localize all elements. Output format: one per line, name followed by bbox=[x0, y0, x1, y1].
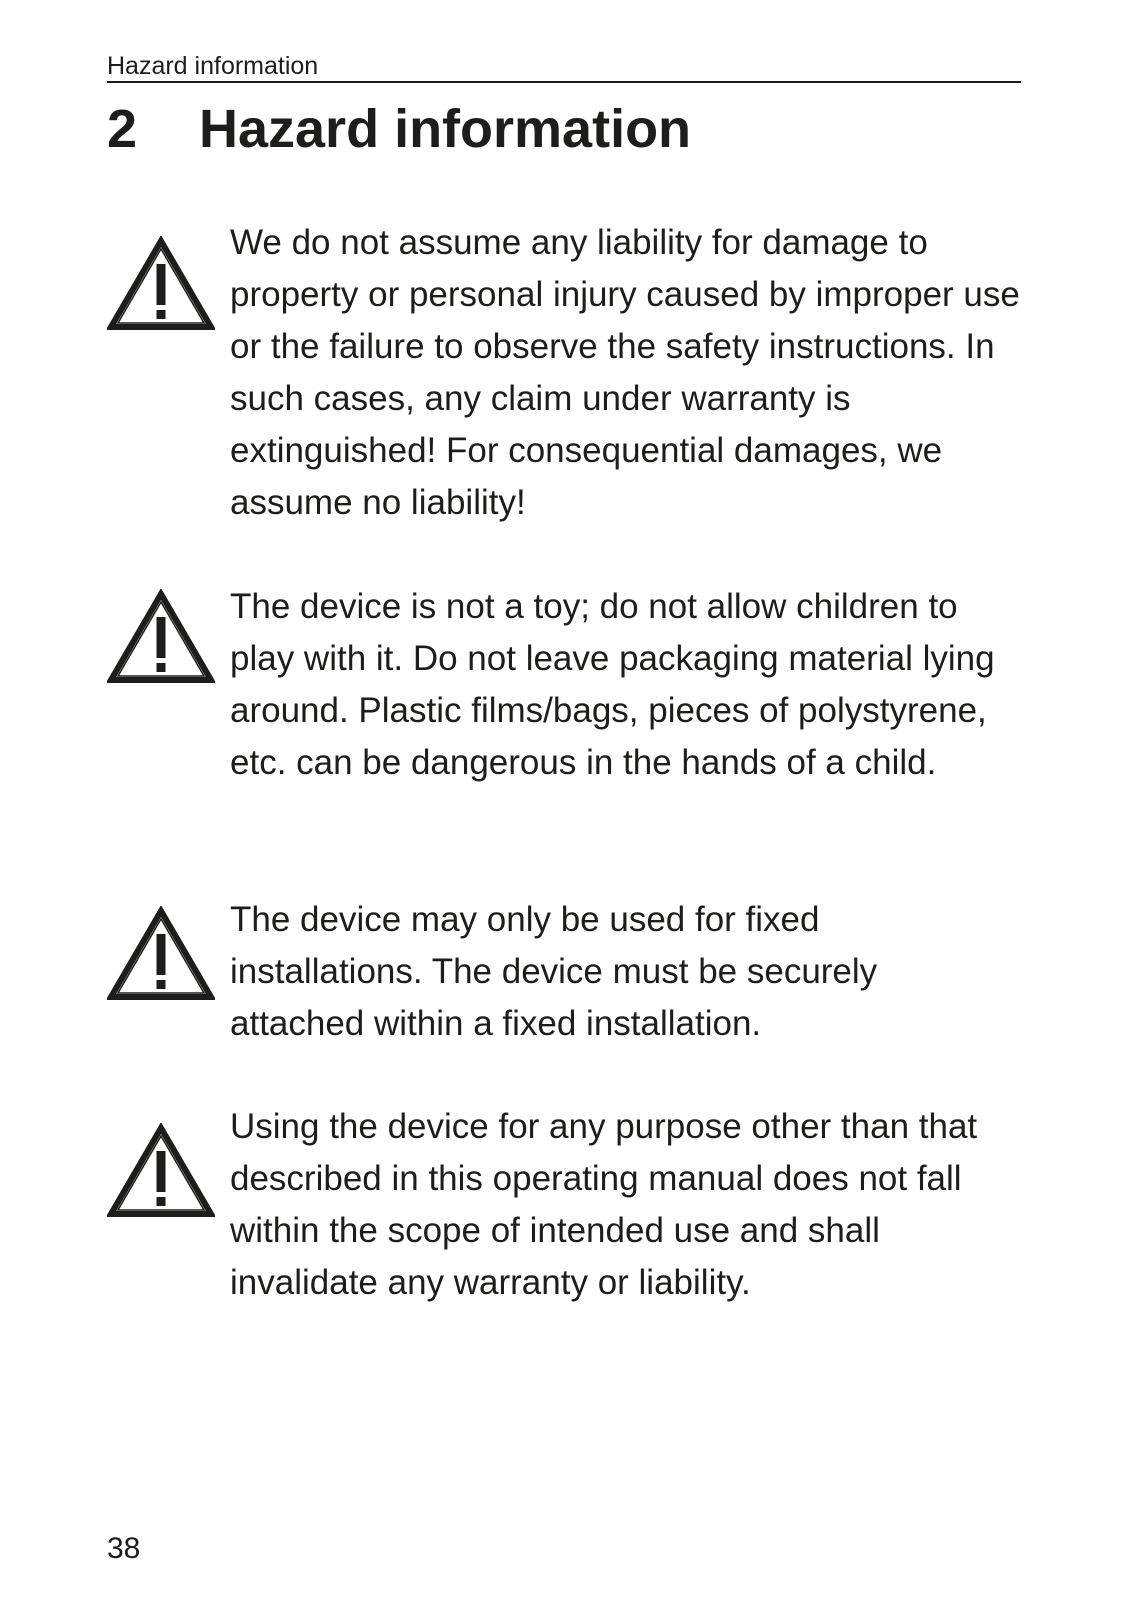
hazard-notice-text: We do not assume any liability for damage to property or personal injury caused by improper use or the failure to observe the safety instructions. In such cases, any claim under warranty is extinguished! For consequential damages, we assume no liability! bbox=[230, 223, 1020, 522]
running-header-title: Hazard information bbox=[107, 52, 319, 80]
warning-triangle-icon bbox=[107, 1123, 215, 1219]
hazard-notice-text: Using the device for any purpose other than that described in this operating manual does not fall within the scope of intended use and shall invalidate any warranty or liability. bbox=[230, 1107, 978, 1302]
hazard-notice-text: The device may only be used for fixed installations. The device must be securely attached within a fixed installation. bbox=[230, 900, 878, 1043]
warning-triangle-icon bbox=[107, 906, 215, 1002]
chapter-number: 2 bbox=[107, 99, 138, 159]
chapter-title bbox=[107, 96, 691, 162]
warning-triangle-icon bbox=[107, 589, 215, 685]
chapter-title-text: Hazard information bbox=[199, 99, 692, 159]
page-number: 38 bbox=[107, 1532, 141, 1565]
running-header bbox=[107, 50, 1021, 83]
hazard-notice-text: The device is not a toy; do not allow children to play with it. Do not leave packaging material lying around. Plastic films/bags, pieces of polystyrene, etc. can be dangerous in the hands of a child. bbox=[230, 587, 995, 782]
warning-triangle-icon bbox=[107, 236, 215, 332]
